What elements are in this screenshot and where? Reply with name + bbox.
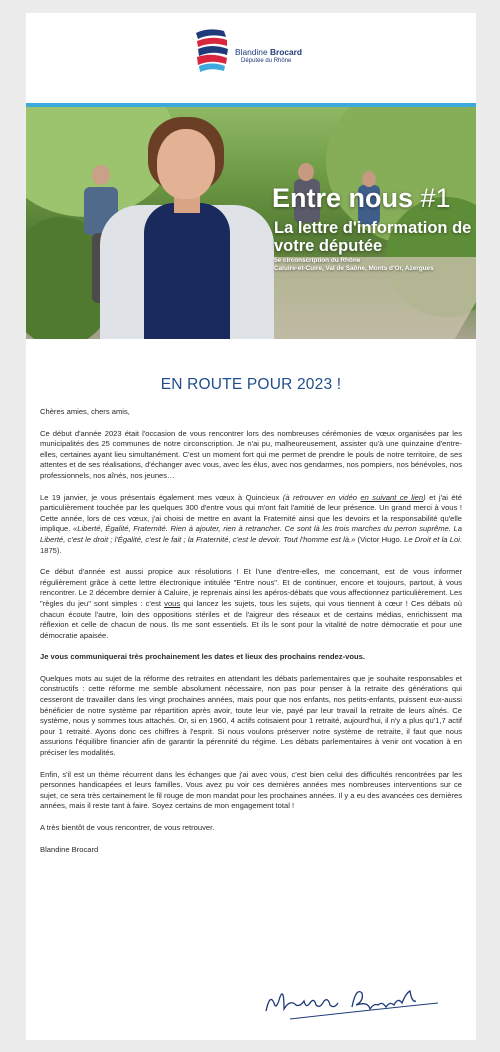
brand-first-name: Blandine	[235, 47, 268, 57]
p3-text-c: et j'ai été particulièrement touchée par les quelques 300 d'entre vous qui m'ont fait l'amitié de leur présence. Un grand merci à vous ! Cette année, lors de ces vœux, j'ai choisi de mettre en avant la Fraternité ainsi que les devoirs et la responsabilité qu'elle implique.	[40, 492, 462, 534]
hero-title	[272, 183, 451, 214]
p4-vous: vous	[164, 598, 181, 608]
paragraph-retraites: Quelques mots au sujet de la réforme des retraites en attendant les débats parlementaires que je souhaite responsables et constructifs : cette réforme me semble absolument nécessaire, non pas pour penser à la retraite des générations qui cesseront de travailler dans les vingt prochaines années, mais pour que nos enfants, nos petits-enfants, puissent eux-aussi bénéficier de notre système par répartition après avoir, toute leur vie, payé par leur travail la retraite de leurs aînés. Ce système, nous y sommes tous attachés. Or, si en 1960, 4 actifs cotisaient pour 1 retraité, aujourd'hui, il n'y a plus qu'1,7 actif pour 1 retraité. Ayons donc ces chiffres à l'esprit. Si nous voulons préserver notre système de retraite, il faut que nous assurions l'équilibre financier afin de garantir la pérennité du régime. Les débats parlementaires à venir ont vocation à en préciser les modalités.	[40, 673, 462, 758]
greeting: Chères amies, chers amis,	[40, 407, 130, 416]
p4-text-a: Ce début d'année est aussi propice aux résolutions ! Et l'une d'entre-elles, me concernant, est de vous informer régulièrement grâce à cette lettre électronique intitulée "Entre nous". Et de continuer, encore et toujours, partout, à vous rencontrer. Le 2 décembre dernier à Caluire, je reprenais ainsi les apéros-débats que vous affectionnez particulièrement. Les "règles du jeu" sont simples : c'est	[40, 567, 462, 608]
hero-circonscription: 5e circonscription du Rhône	[274, 257, 361, 264]
paragraph-voeux: Ce début d'année 2023 était l'occasion de vous rencontrer lors des nombreuses cérémonies de vœux organisées par les municipalités des 25 communes de notre circonscription. Je n'ai pu, malheureusement, assister qu'à une quinzaine d'entre-elles, certaines ayant lieu simultanément. C'est un moment fort qui me permet de prendre le pouls de notre territoire, de ses attentes et de ses réalisations, d'échanger avec vous, avec les élus, avec nos gendarmes, nos pompiers, nos bénévoles, nos professionnels, nos aînés, nos jeunes…	[40, 428, 462, 480]
brand-subtitle: Députée du Rhône	[241, 58, 292, 64]
hero-title-text: Entre nous	[272, 183, 414, 213]
hero-banner	[26, 107, 476, 339]
brand-logo-icon	[194, 27, 230, 73]
p3-video-note: (à retrouver en vidéo	[282, 492, 361, 502]
newsletter-card	[26, 13, 476, 1040]
quote-source-c: . 1875).	[40, 534, 463, 555]
hugo-quote: «Liberté, Égalité, Fraternité. Rien à ajouter, rien à retrancher. Ce sont là les trois marches du perron suprême. La Liberté, c'est le droit ; l'Égalité, c'est le fait ; la Fraternité, c'est le devoir. Tout l'homme est là.»	[40, 524, 462, 544]
article-heading: EN ROUTE POUR 2023 !	[160, 376, 342, 393]
brand-name	[235, 47, 302, 57]
paragraph-quincieux	[40, 493, 462, 557]
newsletter-header	[26, 13, 476, 103]
video-link[interactable]: en suivant ce lien	[360, 492, 424, 502]
hero-communes: Caluire-et-Cuire, Val de Saône, Monts d'Or, Azergues	[274, 265, 434, 272]
paragraph-rendez-vous: Je vous communiquerai très prochainement les dates et lieux des prochains rendez-vous.	[40, 652, 365, 662]
quote-source-title: Le Droit et la Loi	[404, 534, 460, 544]
paragraph-handicap: Enfin, s'il est un thème récurrent dans les échanges que j'ai avec vous, c'est bien celui des difficultés rencontrées par les personnes handicapées et leurs familles. Vous avez pu voir ces dernières années mes nombreuses interventions sur ce sujet, ce sera très certainement le fil rouge de mon mandat pour les prochaines années. Il y a eu des avancées ces dernières années, mais il reste tant à faire. Soyez certains de mon engagement total !	[40, 769, 462, 811]
hero-subtitle: La lettre d'information de votre députée	[274, 219, 472, 255]
handwritten-signature-icon	[260, 973, 450, 1023]
p3-video-close: )	[423, 492, 426, 502]
paragraph-resolutions	[40, 567, 462, 641]
quote-source-a: (Victor Hugo.	[355, 534, 405, 544]
p4-text-b: qui lancez les sujets, tous les sujets, qui vous tiennent à cœur ! Ces débats où chacun écoute l'autre, loin des oppositions stériles et de l'aigreur des réseaux et de certains médias, enrichissent ma réflexion et celle de chacun de nous. Ils me sont essentiels. Et ils le sont pour la vitalité de notre démocratie et pour une démocratie apaisée.	[40, 598, 462, 640]
article-body	[26, 376, 476, 855]
p3-text-a: Le 19 janvier, je vous présentais également mes vœux à Quincieux	[40, 492, 283, 502]
hero-title-number: #1	[420, 183, 451, 213]
brand-last-name: Brocard	[269, 47, 303, 57]
signature-name: Blandine Brocard	[40, 844, 99, 854]
closing-line: A très bientôt de vous rencontrer, de vous retrouver.	[40, 823, 215, 832]
